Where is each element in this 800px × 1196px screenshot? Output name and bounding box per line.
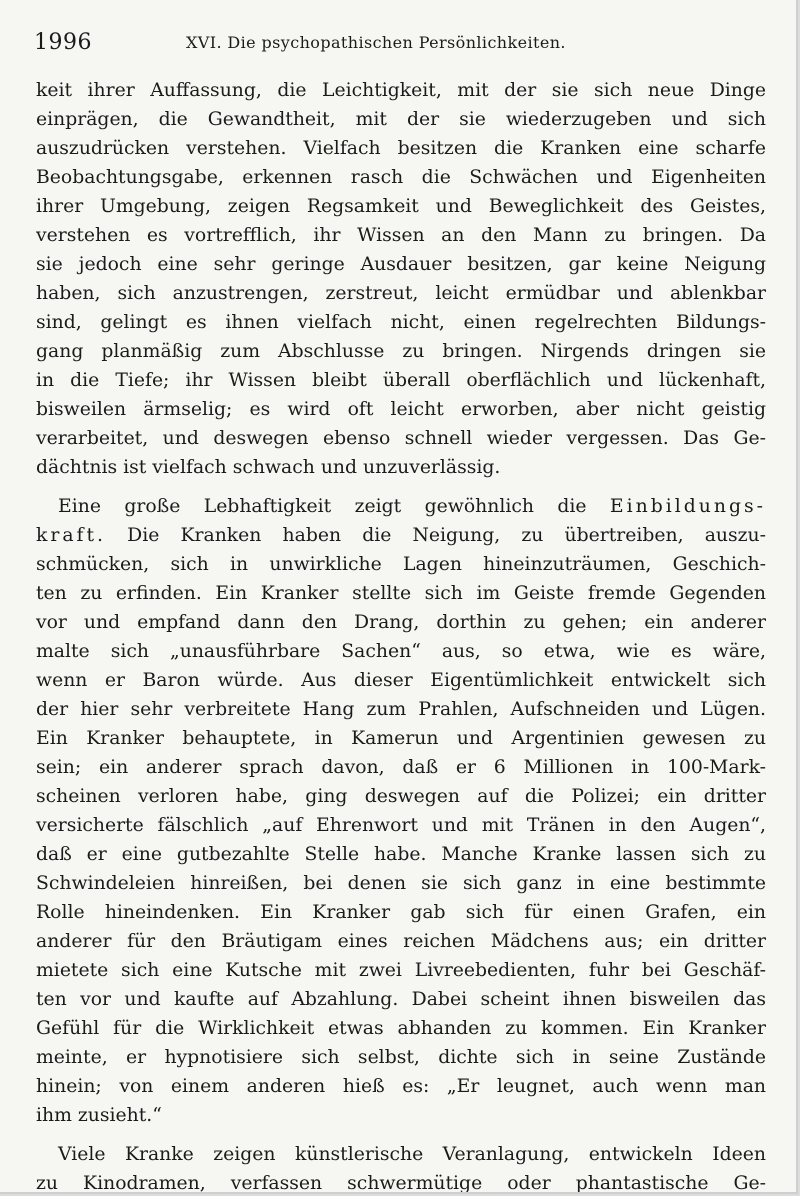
text-line: scheinen verloren habe, ging deswegen auf die Polizei; ein dritter bbox=[36, 786, 766, 807]
text-line: ihrer Umgebung, zeigen Regsamkeit und Beweglichkeit des Geistes, bbox=[36, 196, 766, 217]
emphasized-term: kraft. bbox=[36, 525, 107, 546]
text-line: ten vor und kaufte auf Abzahlung. Dabei scheint ihnen bisweilen das bbox=[36, 989, 766, 1010]
text-run: Die Kranken haben die Neigung, zu übertreiben, auszu- bbox=[106, 525, 766, 546]
text-line: ten zu erfinden. Ein Kranker stellte sich im Geiste fremde Gegenden bbox=[36, 583, 766, 604]
text-line: mietete sich eine Kutsche mit zwei Livreebedienten, fuhr bei Geschäf- bbox=[36, 960, 766, 981]
text-line-second bbox=[36, 521, 766, 550]
page-number: 1996 bbox=[34, 30, 92, 55]
text-line: sie jedoch eine sehr geringe Ausdauer besitzen, gar keine Neigung bbox=[36, 254, 766, 275]
body-text bbox=[36, 76, 766, 1194]
text-line: hinein; von einem anderen hieß es: „Er leugnet, auch wenn man bbox=[36, 1076, 766, 1097]
text-line: gang planmäßig zum Abschlusse zu bringen. Nirgends dringen sie bbox=[36, 341, 766, 362]
text-line: daß er eine gutbezahlte Stelle habe. Manche Kranke lassen sich zu bbox=[36, 844, 766, 865]
text-line: einprägen, die Gewandtheit, mit der sie wiederzugeben und sich bbox=[36, 109, 766, 130]
text-line: bisweilen ärmselig; es wird oft leicht erworben, aber nicht geistig bbox=[36, 399, 766, 420]
text-line: vor und empfand dann den Drang, dorthin zu gehen; ein anderer bbox=[36, 612, 766, 633]
text-line: sind, gelingt es ihnen vielfach nicht, einen regelrechten Bildungs- bbox=[36, 312, 766, 333]
text-line-first bbox=[36, 492, 766, 521]
text-line: meinte, er hypnotisiere sich selbst, dichte sich in seine Zustände bbox=[36, 1047, 766, 1068]
running-title: XVI. Die psychopathischen Persönlichkeiten. bbox=[186, 33, 566, 52]
paragraph-gap bbox=[36, 482, 766, 492]
text-line: malte sich „unausführbare Sachen“ aus, so etwa, wie es wäre, bbox=[36, 641, 766, 662]
text-line: der hier sehr verbreitete Hang zum Prahlen, Aufschneiden und Lügen. bbox=[36, 699, 766, 720]
text-run: Eine große Lebhaftigkeit zeigt gewöhnlich die bbox=[58, 496, 610, 517]
text-line: sein; ein anderer sprach davon, daß er 6 Millionen in 100-Mark- bbox=[36, 757, 766, 778]
text-line: in die Tiefe; ihr Wissen bleibt überall oberflächlich und lückenhaft, bbox=[36, 370, 766, 391]
text-line: versicherte fälschlich „auf Ehrenwort und mit Tränen in den Augen“, bbox=[36, 815, 766, 836]
text-line: schmücken, sich in unwirkliche Lagen hineinzuträumen, Geschich- bbox=[36, 554, 766, 575]
paragraph-3 bbox=[36, 1140, 766, 1194]
text-line: Gefühl für die Wirklichkeit etwas abhanden zu kommen. Ein Kranker bbox=[36, 1018, 766, 1039]
paragraph-gap bbox=[36, 1130, 766, 1140]
text-line: Rolle hineindenken. Ein Kranker gab sich für einen Grafen, ein bbox=[36, 902, 766, 923]
page-header bbox=[0, 30, 796, 60]
text-line: anderer für den Bräutigam eines reichen Mädchens aus; ein dritter bbox=[36, 931, 766, 952]
emphasized-term: Einbildungs- bbox=[609, 496, 766, 517]
paragraph-1 bbox=[36, 76, 766, 482]
text-line: keit ihrer Auffassung, die Leichtigkeit, mit der sie sich neue Dinge bbox=[36, 80, 766, 101]
text-line: dächtnis ist vielfach schwach und unzuverlässig. bbox=[36, 457, 501, 478]
text-line: ihm zusieht.“ bbox=[36, 1105, 162, 1126]
text-line: Viele Kranke zeigen künstlerische Veranlagung, entwickeln Ideen bbox=[58, 1144, 766, 1165]
paragraph-2 bbox=[36, 492, 766, 1130]
text-line: haben, sich anzustrengen, zerstreut, leicht ermüdbar und ablenkbar bbox=[36, 283, 766, 304]
text-line: Ein Kranker behauptete, in Kamerun und Argentinien gewesen zu bbox=[36, 728, 766, 749]
text-line: zu Kinodramen, verfassen schwermütige oder phantastische Ge- bbox=[36, 1173, 766, 1194]
text-line: Schwindeleien hinreißen, bei denen sie sich ganz in eine bestimmte bbox=[36, 873, 766, 894]
text-line: Beobachtungsgabe, erkennen rasch die Schwächen und Eigenheiten bbox=[36, 167, 766, 188]
text-line: auszudrücken verstehen. Vielfach besitzen die Kranken eine scharfe bbox=[36, 138, 766, 159]
text-line: verstehen es vortrefflich, ihr Wissen an den Mann zu bringen. Da bbox=[36, 225, 766, 246]
text-line: verarbeitet, und deswegen ebenso schnell wieder vergessen. Das Ge- bbox=[36, 428, 766, 449]
text-line: wenn er Baron würde. Aus dieser Eigentümlichkeit entwickelt sich bbox=[36, 670, 766, 691]
